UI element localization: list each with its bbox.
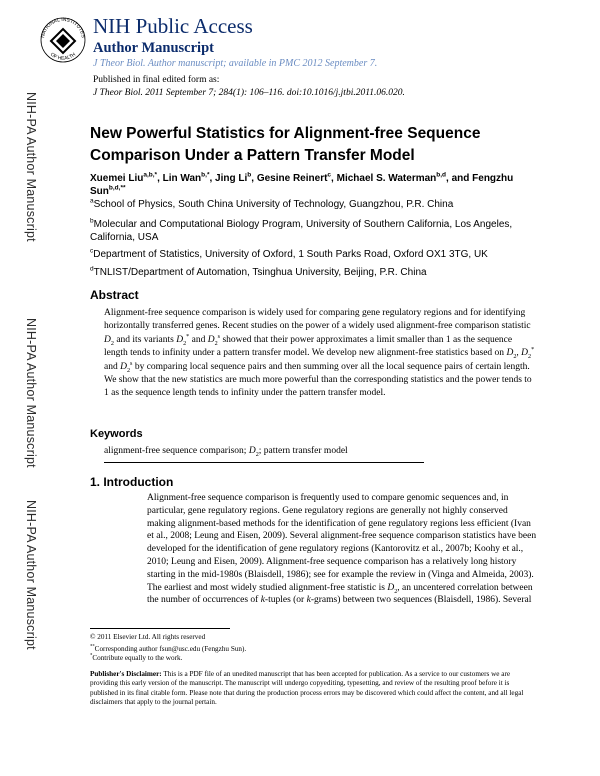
affiliation-text: TNLIST/Department of Automation, Tsinghua University, Beijing, P.R. China bbox=[93, 267, 427, 278]
keywords-prefix: alignment-free sequence comparison; bbox=[104, 446, 247, 456]
abstract-heading: Abstract bbox=[90, 288, 139, 302]
intro-part-2: , an uncentered correlation between the number of occurrences of bbox=[147, 582, 533, 606]
disclaimer-label: Publisher's Disclaimer: bbox=[90, 670, 162, 678]
corresponding-text: Corresponding author fsun@usc.edu (Fengzhu Sun). bbox=[94, 645, 247, 653]
disclaimer-text: This is a PDF file of an unedited manuscript that has been accepted for publication. As a service to our customers we are providing this early version of the manuscript. The manuscript will undergo copyediting, typesetting, and review of the resulting proof before it is published in its final citable form. Please note that during the production process errors may be discovered which could affect the content, and all legal disclaimers that apply to the journal pertain. bbox=[90, 670, 524, 707]
affiliation-mark: c bbox=[90, 247, 94, 255]
affiliation bbox=[90, 198, 540, 211]
author-name: Fengzhu Sun bbox=[90, 173, 514, 197]
affiliation bbox=[90, 248, 540, 261]
sidebar-watermark-1: NIH-PA Author Manuscript bbox=[24, 92, 38, 242]
affiliation-text: Department of Statistics, University of Oxford, 1 South Parks Road, Oxford OX1 3TG, UK bbox=[93, 249, 488, 260]
affiliation bbox=[90, 266, 540, 279]
affiliation-mark: d bbox=[90, 265, 94, 273]
keywords-divider bbox=[104, 462, 424, 463]
nih-seal-logo bbox=[38, 7, 88, 69]
footnote-divider bbox=[90, 628, 230, 629]
intro-part-3: -tuples (or bbox=[264, 595, 305, 606]
author-name: Gesine Reinert bbox=[256, 173, 328, 184]
author-name: Jing Li bbox=[215, 173, 248, 184]
affiliation-text: School of Physics, South China University of Technology, Guangzhou, P.R. China bbox=[93, 199, 454, 210]
publisher-disclaimer bbox=[90, 670, 530, 708]
abstract-body: Alignment-free sequence comparison is widely used for comparing gene regulatory regions and for identifying horizontally transferred genes. Recent studies on the power of a widely used alignment-free comparison statistic $D_2$ and its variants $D_2^*$ and $D_2^s$ showed that their power approximates a limit smaller than 1 as the sequence length tends to infinity under a pattern transfer model. We develop new alignment-free statistics based on $D_2$, $D_2^*$ and $D_2^s$ by comparing local sequence pairs and then summing over all the local sequence pairs of certain length. We show that the new statistics are much more powerful than the corresponding statistics and the power tends to 1 as the sequence length tends to infinity under the pattern transfer model. bbox=[104, 308, 535, 399]
copyright-note: © 2011 Elsevier Ltd. All rights reserved bbox=[90, 633, 206, 641]
author-name: Michael S. Waterman bbox=[336, 173, 437, 184]
keywords-suffix: ; pattern transfer model bbox=[258, 446, 348, 456]
intro-heading: 1. Introduction bbox=[90, 475, 174, 489]
sidebar-watermark-3: NIH-PA Author Manuscript bbox=[24, 500, 38, 650]
affiliation-text: Molecular and Computational Biology Program, University of Southern California, Los Angeles, California, USA bbox=[90, 219, 513, 243]
author-sup: c bbox=[327, 171, 332, 179]
corresponding-note: **Corresponding author fsun@usc.edu (Fengzhu Sun). bbox=[90, 644, 247, 653]
author-sup: a,b,* bbox=[143, 171, 158, 179]
intro-part-4: -grams) between two sequences (Blaisdell, 1986). Several bbox=[310, 595, 532, 606]
citation bbox=[93, 88, 405, 98]
title-line-1: New Powerful Statistics for Alignment-free Sequence bbox=[90, 125, 481, 142]
author-sup: b,d,** bbox=[108, 184, 126, 192]
abstract-part-1: Alignment-free sequence comparison is widely used for comparing gene regulatory regions and for identifying horizontally transferred genes. Recent studies on the power of a widely used alignment-free comparison statistic bbox=[104, 308, 531, 332]
header-subtitle: Author Manuscript bbox=[93, 40, 214, 56]
published-label: Published in final edited form as: bbox=[93, 75, 220, 85]
abstract-part-3: by comparing local sequence pairs and then summing over all the local sequence pairs of certain length. We show that the new statistics are much more powerful than the corresponding statistics and the power tends to 1 as the sequence length tends to infinity under the pattern transfer model. bbox=[104, 361, 532, 399]
author-sup: b,d bbox=[436, 171, 447, 179]
citation-text: J Theor Biol. 2011 September 7; 284(1): 106–116. doi:10.1016/j.jtbi.2011.06.020. bbox=[93, 88, 405, 98]
logo-text-bottom: OF HEALTH bbox=[49, 51, 77, 62]
affiliation-mark: a bbox=[90, 197, 94, 205]
paper-title bbox=[90, 123, 550, 167]
affiliation bbox=[90, 218, 540, 244]
author-sup: b,* bbox=[201, 171, 210, 179]
sidebar-watermark-2: NIH-PA Author Manuscript bbox=[24, 318, 38, 468]
logo-text-top: NATIONAL INSTITUTES bbox=[40, 16, 86, 39]
equal-text: Contribute equally to the work. bbox=[92, 654, 183, 662]
intro-body: Alignment-free sequence comparison is frequently used to compare genomic sequences and, in particular, gene regulatory regions. Gene regulatory regions are generally not highly conserved making alignment-based methods for the identification of gene regulatory regions less efficient (Ivan et al., 2008; Leung and Eisen, 2009). Several alignment-free sequence comparison statistics have been developed for the identification of gene regulatory regions (Kantorovitz et al., 2007b; Koohy et al., 2010; Leung and Eisen, 2009). Alignment-free sequence comparison has a relatively long history starting in the mid-1980s (Blaisdell, 1986); see for example the review in (Vinga and Almeida, 2003). The earliest and most widely studied alignment-free statistic is $D_2$, an uncentered correlation between the number of occurrences of k-tuples (or k-grams) between two sequences (Blaisdell, 1986). Several bbox=[147, 493, 537, 606]
author-sup: b bbox=[247, 171, 252, 179]
equal-contribution-note: *Contribute equally to the work. bbox=[90, 653, 183, 662]
author-name: Lin Wan bbox=[162, 173, 202, 184]
intro-part-1: Alignment-free sequence comparison is frequently used to compare genomic sequences and, in particular, gene regulatory regions. Gene regulatory regions are generally not highly conserved making alignment-based methods for the identification of gene regulatory regions less efficient (Ivan et al., 2008; Leung and Eisen, 2009). Several alignment-free sequence comparison statistics have been developed for the identification of gene regulatory regions (Kantorovitz et al., 2007b; Koohy et al., 2010; Leung and Eisen, 2009). Alignment-free sequence comparison has a relatively long history starting in the mid-1980s (Blaisdell, 1986); see for example the review in (Vinga and Almeida, 2003). The earliest and most widely studied alignment-free statistic is bbox=[147, 493, 537, 593]
keywords: alignment-free sequence comparison; $D_2$; pattern transfer model bbox=[104, 446, 348, 458]
journal-line: J Theor Biol. Author manuscript; available in PMC 2012 September 7. bbox=[93, 58, 378, 69]
title-line-2: Comparison Under a Pattern Transfer Model bbox=[90, 147, 415, 164]
keywords-heading: Keywords bbox=[90, 428, 143, 440]
author-list: Xuemei Liu$^{a,b,*}$, Lin Wan$^{b,*}$, Jing Li$^b$, Gesine Reinert$^c$, Michael S. Waterman$^{b,d}$, and Fengzhu Sun$^{b,d,**}$ bbox=[90, 171, 514, 197]
affiliation-mark: b bbox=[90, 217, 94, 225]
abstract-part-2: showed that their power approximates a limit smaller than 1 as the sequence length tends to infinity under a pattern transfer model. We develop new alignment-free statistics based on bbox=[104, 334, 513, 359]
author-name: Xuemei Liu bbox=[90, 173, 144, 184]
header-title: NIH Public Access bbox=[93, 14, 253, 38]
